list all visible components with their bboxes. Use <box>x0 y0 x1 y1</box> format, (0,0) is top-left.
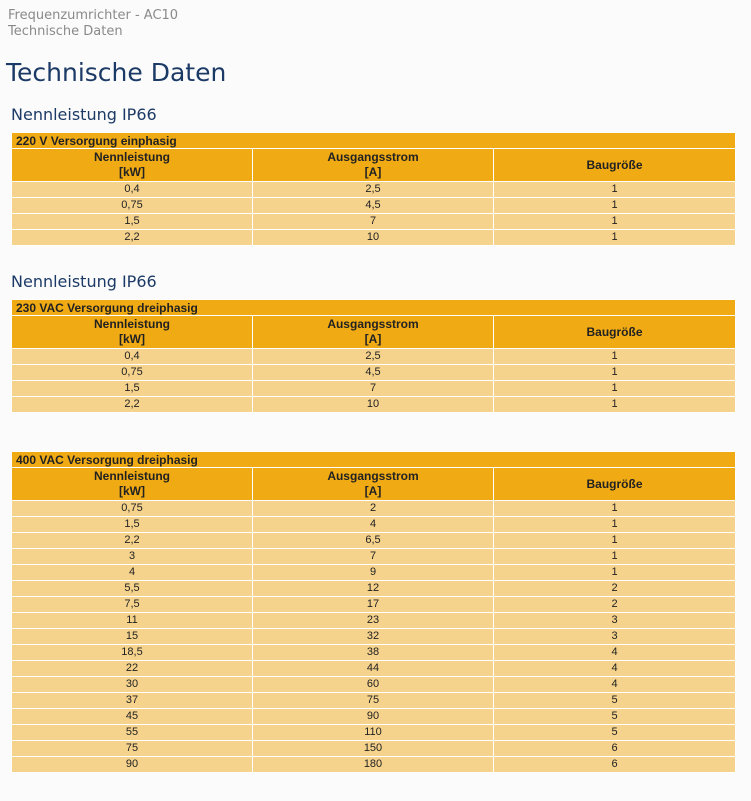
table-cell: 1 <box>494 214 736 230</box>
table-row <box>12 677 736 693</box>
column-header-unit: [A] <box>364 484 382 498</box>
table-cell: 22 <box>12 661 253 677</box>
table-cell: 32 <box>253 629 494 645</box>
column-header <box>494 149 736 182</box>
table-cell: 180 <box>253 757 494 773</box>
table-cell: 2 <box>494 597 736 613</box>
table-row <box>12 725 736 741</box>
column-header-label: Ausgangsstrom <box>327 469 419 483</box>
table-row <box>12 757 736 773</box>
table-cell: 7,5 <box>12 597 253 613</box>
column-header-unit: [kW] <box>119 484 145 498</box>
table-cell: 2,2 <box>12 230 253 246</box>
table-cell: 1 <box>494 397 736 413</box>
spec-table <box>11 299 736 413</box>
table-cell: 1 <box>494 198 736 214</box>
table-cell: 1 <box>494 365 736 381</box>
table-caption: 220 V Versorgung einphasig <box>12 133 736 149</box>
column-header <box>494 468 736 501</box>
table-cell: 38 <box>253 645 494 661</box>
column-header <box>253 468 494 501</box>
table-row <box>12 597 736 613</box>
table-cell: 7 <box>253 549 494 565</box>
column-header <box>494 316 736 349</box>
table-cell: 5 <box>494 709 736 725</box>
table-cell: 110 <box>253 725 494 741</box>
column-header <box>12 316 253 349</box>
table-cell: 18,5 <box>12 645 253 661</box>
spec-table <box>11 132 736 246</box>
table-cell: 0,75 <box>12 198 253 214</box>
table-cell: 0,4 <box>12 349 253 365</box>
table-header-row <box>12 316 736 349</box>
table-cell: 5,5 <box>12 581 253 597</box>
table-cell: 1 <box>494 182 736 198</box>
breadcrumb-current: Technische Daten <box>8 24 123 39</box>
column-header-label: Nennleistung <box>93 150 170 164</box>
table-row <box>12 501 736 517</box>
table-cell: 17 <box>253 597 494 613</box>
column-header-unit: [kW] <box>119 165 145 179</box>
table-cell: 12 <box>253 581 494 597</box>
column-header-label: Ausgangsstrom <box>327 150 419 164</box>
table-cell: 1,5 <box>12 214 253 230</box>
table-cell: 11 <box>12 613 253 629</box>
table-cell: 90 <box>12 757 253 773</box>
table-row <box>12 230 736 246</box>
column-header <box>12 149 253 182</box>
column-header <box>253 149 494 182</box>
table-cell: 23 <box>253 613 494 629</box>
table-cell: 1 <box>494 533 736 549</box>
column-header-label: Baugröße <box>586 324 643 339</box>
table-row <box>12 693 736 709</box>
table-cell: 10 <box>253 397 494 413</box>
column-header-unit: [A] <box>364 165 382 179</box>
column-header-label: Baugröße <box>586 157 643 172</box>
page-title: Technische Daten <box>6 58 227 87</box>
table-cell: 75 <box>12 741 253 757</box>
section-title: Nennleistung IP66 <box>11 105 157 124</box>
table-cell: 3 <box>494 613 736 629</box>
table-cell: 5 <box>494 693 736 709</box>
table-caption-row <box>12 300 736 316</box>
table-cell: 7 <box>253 214 494 230</box>
table-cell: 0,75 <box>12 365 253 381</box>
table-cell: 0,75 <box>12 501 253 517</box>
table-cell: 4 <box>12 565 253 581</box>
table-row <box>12 214 736 230</box>
table-cell: 6 <box>494 741 736 757</box>
table-cell: 90 <box>253 709 494 725</box>
table-cell: 60 <box>253 677 494 693</box>
column-header-label: Nennleistung <box>93 469 170 483</box>
table-row <box>12 565 736 581</box>
column-header <box>12 468 253 501</box>
table-header-row <box>12 149 736 182</box>
table-cell: 4 <box>494 677 736 693</box>
table-row <box>12 645 736 661</box>
table-row <box>12 533 736 549</box>
table-cell: 4 <box>494 645 736 661</box>
breadcrumb <box>8 8 178 40</box>
table-cell: 9 <box>253 565 494 581</box>
column-header-unit: [A] <box>364 332 382 346</box>
table-row <box>12 581 736 597</box>
section-title: Nennleistung IP66 <box>11 272 157 291</box>
table-cell: 4 <box>253 517 494 533</box>
table-cell: 2,5 <box>253 349 494 365</box>
table-cell: 55 <box>12 725 253 741</box>
table-row <box>12 365 736 381</box>
table-caption: 400 VAC Versorgung dreiphasig <box>12 452 736 468</box>
table-cell: 1 <box>494 517 736 533</box>
table-row <box>12 198 736 214</box>
table-row <box>12 349 736 365</box>
table-caption-row <box>12 452 736 468</box>
table-cell: 1 <box>494 381 736 397</box>
table-cell: 7 <box>253 381 494 397</box>
spec-table <box>11 451 736 773</box>
table-cell: 3 <box>12 549 253 565</box>
column-header-label: Ausgangsstrom <box>327 317 419 331</box>
table-cell: 1 <box>494 349 736 365</box>
table-cell: 1 <box>494 501 736 517</box>
table-row <box>12 629 736 645</box>
column-header-label: Baugröße <box>586 476 643 491</box>
table-cell: 2,2 <box>12 397 253 413</box>
table-cell: 10 <box>253 230 494 246</box>
column-header <box>253 316 494 349</box>
table-cell: 1,5 <box>12 381 253 397</box>
table-cell: 6 <box>494 757 736 773</box>
table-row <box>12 517 736 533</box>
breadcrumb-product[interactable]: Frequenzumrichter - AC10 <box>8 8 179 23</box>
table-cell: 44 <box>253 661 494 677</box>
table-cell: 37 <box>12 693 253 709</box>
table-cell: 75 <box>253 693 494 709</box>
table-row <box>12 549 736 565</box>
table-cell: 2 <box>494 581 736 597</box>
table-row <box>12 741 736 757</box>
table-cell: 5 <box>494 725 736 741</box>
table-row <box>12 182 736 198</box>
table-cell: 3 <box>494 629 736 645</box>
column-header-label: Nennleistung <box>93 317 170 331</box>
table-row <box>12 381 736 397</box>
table-cell: 1 <box>494 549 736 565</box>
table-row <box>12 613 736 629</box>
table-caption: 230 VAC Versorgung dreiphasig <box>12 300 736 316</box>
table-cell: 30 <box>12 677 253 693</box>
table-cell: 150 <box>253 741 494 757</box>
table-row <box>12 397 736 413</box>
table-row <box>12 709 736 725</box>
table-cell: 2,5 <box>253 182 494 198</box>
table-caption-row <box>12 133 736 149</box>
table-cell: 2 <box>253 501 494 517</box>
table-row <box>12 661 736 677</box>
table-cell: 4,5 <box>253 365 494 381</box>
table-header-row <box>12 468 736 501</box>
table-cell: 4 <box>494 661 736 677</box>
table-cell: 0,4 <box>12 182 253 198</box>
column-header-unit: [kW] <box>119 332 145 346</box>
table-cell: 2,2 <box>12 533 253 549</box>
table-cell: 45 <box>12 709 253 725</box>
table-cell: 1 <box>494 230 736 246</box>
table-cell: 1 <box>494 565 736 581</box>
table-cell: 15 <box>12 629 253 645</box>
table-cell: 1,5 <box>12 517 253 533</box>
table-cell: 6,5 <box>253 533 494 549</box>
table-cell: 4,5 <box>253 198 494 214</box>
